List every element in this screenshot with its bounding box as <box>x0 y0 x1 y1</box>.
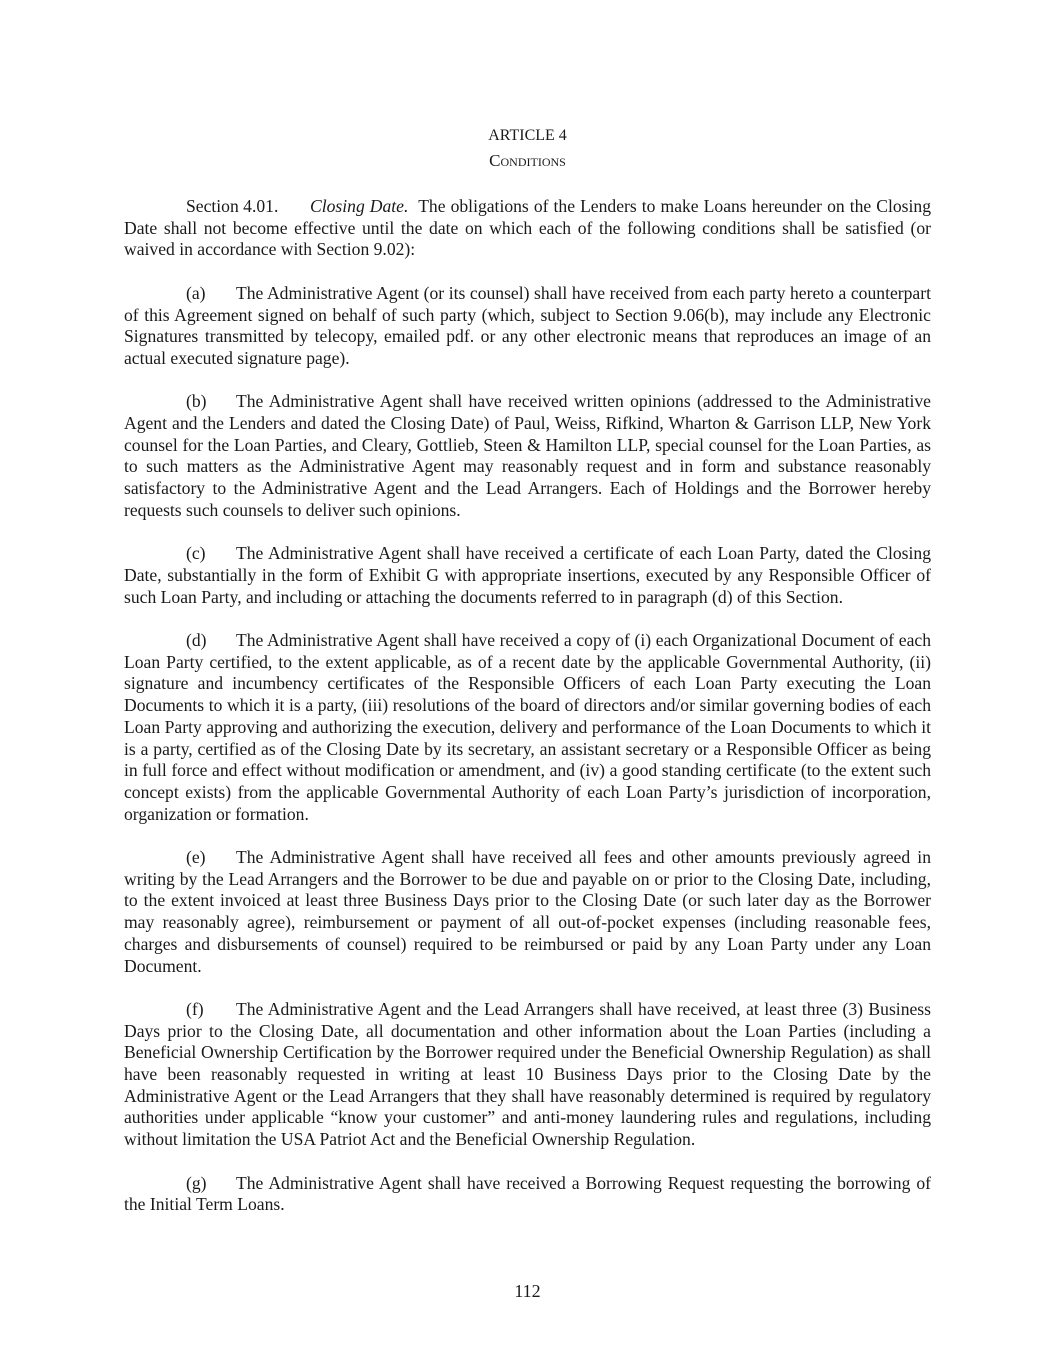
article-number: ARTICLE 4 <box>488 127 567 144</box>
paragraph-label: (f) <box>186 998 204 1019</box>
section-title: Closing Date. <box>310 196 409 216</box>
paragraph-b <box>124 391 931 521</box>
paragraph-g <box>124 1173 931 1216</box>
article-heading <box>0 126 1055 171</box>
paragraph-label: (d) <box>186 630 207 650</box>
paragraph-text: The Administrative Agent shall have received a copy of (i) each Organizational Document of each Loan Party certified, to the extent applicable, as of a recent date by the applicable Governmental Authority, (ii) signature and incumbency certificates of the Responsible Officers of each Loan Party executing the Loan Documents to which it is a party, (iii) resolutions of the board of directors and/or similar governing bodies of each Loan Party approving and authorizing the execution, delivery and performance of the Loan Documents to which it is a party, certified as of the Closing Date by its secretary, an assistant secretary or a Responsible Officer as being in full force and effect without modification or amendment, and (iv) a good standing certificate (to the extent such concept exists) from the applicable Governmental Authority of each Loan Party’s jurisdiction of incorporation, organization or formation. <box>124 630 931 824</box>
paragraph-label: (c) <box>186 543 206 564</box>
paragraph-f <box>124 999 931 1151</box>
paragraph-label: (e) <box>186 847 206 868</box>
section-intro <box>124 196 931 261</box>
paragraph-text: The Administrative Agent shall have received a Borrowing Request requesting the borrowing of the Initial Term Loans. <box>124 1172 931 1215</box>
paragraph-text: The Administrative Agent (or its counsel) shall have received from each party hereto a counterpart of this Agreement signed on behalf of such party (which, subject to Section 9.06(b), may include any Electronic Signatures transmitted by telecopy, emailed pdf. or any other electronic means that reproduces an image of an actual executed signature page). <box>124 282 931 368</box>
paragraph-a <box>124 283 931 370</box>
paragraph-label: (b) <box>186 391 207 412</box>
paragraph-label: (g) <box>186 1172 207 1193</box>
page-number: 112 <box>514 1281 541 1301</box>
paragraph-text: The Administrative Agent and the Lead Arrangers shall have received, at least three (3) Business Days prior to the Closing Date, all documentation and other information about the Loan Parties (including a Beneficial Ownership Certification by the Borrower required under the Beneficial Ownership Regulation) as shall have been reasonably requested in writing at least 10 Business Days prior to the Closing Date by the Administrative Agent or the Lead Arrangers that they shall have reasonably determined is required by regulatory authorities under applicable “know your customer” and anti-money laundering rules and regulations, including without limitation the USA Patriot Act and the Beneficial Ownership Regulation. <box>124 998 931 1150</box>
paragraph-label: (a) <box>186 282 206 303</box>
document-body <box>124 196 931 1238</box>
paragraph-c <box>124 543 931 608</box>
article-title: Conditions <box>489 151 566 170</box>
paragraph-text: The Administrative Agent shall have received written opinions (addressed to the Administrative Agent and the Lenders and dated the Closing Date) of Paul, Weiss, Rifkind, Wharton & Garrison LLP, New York counsel for the Loan Parties, and Cleary, Gottlieb, Steen & Hamilton LLP, special counsel for the Loan Parties, as to such matters as the Administrative Agent may reasonably request and in form and substance reasonably satisfactory to the Administrative Agent and the Lead Arrangers. Each of Holdings and the Borrower hereby requests such counsels to deliver such opinions. <box>124 391 931 520</box>
paragraph-text: The Administrative Agent shall have received a certificate of each Loan Party, dated the Closing Date, substantially in the form of Exhibit G with appropriate insertions, executed by any Responsible Officer of such Loan Party, and including or attaching the documents referred to in paragraph (d) of this Section. <box>124 543 931 607</box>
paragraph-d <box>124 630 931 825</box>
section-number: Section 4.01. <box>186 196 279 216</box>
paragraph-text: The Administrative Agent shall have received all fees and other amounts previously agreed in writing by the Lead Arrangers and the Borrower to be due and payable on or prior to the Closing Date, including, to the extent invoiced at least three Business Days prior to the Closing Date (or such later day as the Borrower may reasonably agree), reimbursement or payment of all out-of-pocket expenses (including reasonable fees, charges and disbursements of counsel) required to be reimbursed or paid by any Loan Party under any Loan Document. <box>124 847 931 976</box>
paragraph-e <box>124 847 931 977</box>
section-text: The obligations of the Lenders to make Loans hereunder on the Closing Date shall not become effective until the date on which each of the following conditions shall be satisfied (or waived in accordance with Section 9.02): <box>124 196 931 260</box>
